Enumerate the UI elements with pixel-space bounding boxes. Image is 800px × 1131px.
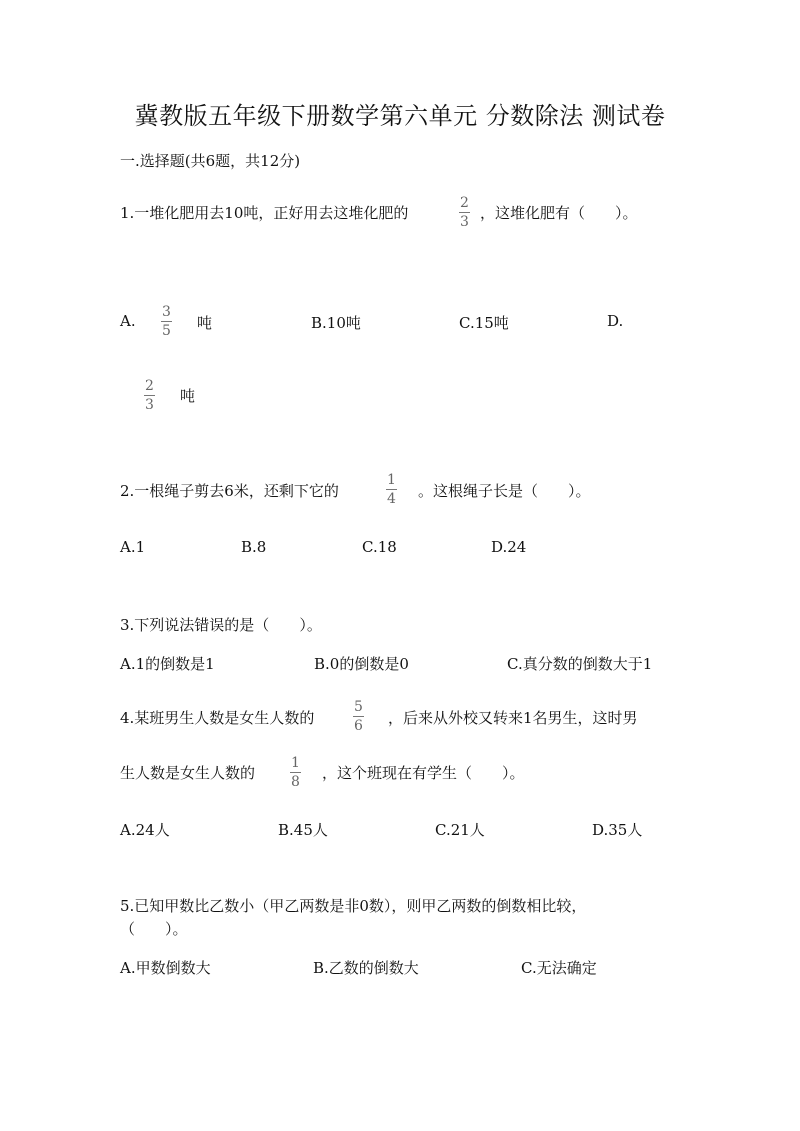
fraction-bar	[459, 212, 470, 213]
question-1-option-a-fraction	[161, 305, 172, 339]
question-4-text-c: 生人数是女生人数的	[120, 764, 256, 782]
question-1-option-d-fraction	[144, 379, 155, 413]
question-1-option-b[interactable]: B.10吨	[311, 314, 361, 332]
fraction-bar	[161, 321, 172, 322]
question-3-option-b[interactable]: B.0的倒数是0	[314, 655, 409, 673]
question-1-fraction	[459, 196, 470, 230]
question-2-fraction	[386, 473, 397, 507]
question-2-option-b[interactable]: B.8	[241, 538, 267, 556]
question-4-text-a: 4.某班男生人数是女生人数的	[120, 709, 315, 727]
fraction-bar	[144, 395, 155, 396]
question-5-option-b[interactable]: B.乙数的倒数大	[313, 959, 419, 977]
question-4-option-a[interactable]: A.24人	[120, 821, 170, 839]
question-4-option-c[interactable]: C.21人	[435, 821, 485, 839]
question-5-text-2: （ ）。	[120, 920, 188, 938]
fraction-numerator: 2	[460, 195, 469, 211]
question-2-option-a[interactable]: A.1	[120, 538, 146, 556]
fraction-denominator: 4	[387, 491, 396, 507]
question-1-option-a-label[interactable]: A.	[120, 312, 136, 330]
question-4-option-b[interactable]: B.45人	[278, 821, 328, 839]
question-4-text-d: ，这个班现在有学生（ ）。	[322, 764, 525, 782]
fraction-numerator: 3	[162, 304, 171, 320]
question-4-fraction	[353, 700, 364, 734]
question-5-option-a[interactable]: A.甲数倒数大	[120, 959, 211, 977]
question-4-text-b: ，后来从外校又转来1名男生，这时男	[388, 709, 638, 727]
fraction-numerator: 5	[354, 699, 363, 715]
question-3-text: 3.下列说法错误的是（ ）。	[120, 616, 322, 634]
fraction-denominator: 8	[291, 774, 300, 790]
page-title: 冀教版五年级下册数学第六单元 分数除法 测试卷	[134, 102, 666, 130]
question-3-option-c[interactable]: C.真分数的倒数大于1	[507, 655, 653, 673]
fraction-denominator: 3	[460, 214, 469, 230]
fraction-denominator: 6	[354, 718, 363, 734]
question-1-option-d-unit: 吨	[180, 387, 196, 405]
question-2-option-c[interactable]: C.18	[362, 538, 397, 556]
fraction-denominator: 5	[162, 323, 171, 339]
fraction-bar	[386, 489, 397, 490]
question-5-text: 5.已知甲数比乙数小（甲乙两数是非0数），则甲乙两数的倒数相比较，	[120, 897, 587, 915]
question-2-text-a: 2.一根绳子剪去6米，还剩下它的	[120, 482, 339, 500]
fraction-denominator: 3	[145, 397, 154, 413]
question-5-option-c[interactable]: C.无法确定	[521, 959, 597, 977]
question-1-option-a-unit: 吨	[197, 314, 213, 332]
fraction-bar	[290, 772, 301, 773]
section-heading: 一.选择题(共6题，共12分)	[120, 152, 301, 170]
question-1-text-b: ，这堆化肥有（ ）。	[480, 204, 638, 222]
question-3-option-a[interactable]: A.1的倒数是1	[120, 655, 215, 673]
question-1-option-d-label[interactable]: D.	[607, 312, 624, 330]
question-1-text-a: 1.一堆化肥用去10吨，正好用去这堆化肥的	[120, 204, 409, 222]
question-2-text-b: 。这根绳子长是（ ）。	[418, 482, 591, 500]
fraction-numerator: 1	[291, 755, 300, 771]
fraction-numerator: 2	[145, 378, 154, 394]
fraction-numerator: 1	[387, 472, 396, 488]
question-4-fraction-2	[290, 756, 301, 790]
question-4-option-d[interactable]: D.35人	[592, 821, 643, 839]
question-1-option-c[interactable]: C.15吨	[459, 314, 509, 332]
question-2-option-d[interactable]: D.24	[491, 538, 527, 556]
fraction-bar	[353, 716, 364, 717]
